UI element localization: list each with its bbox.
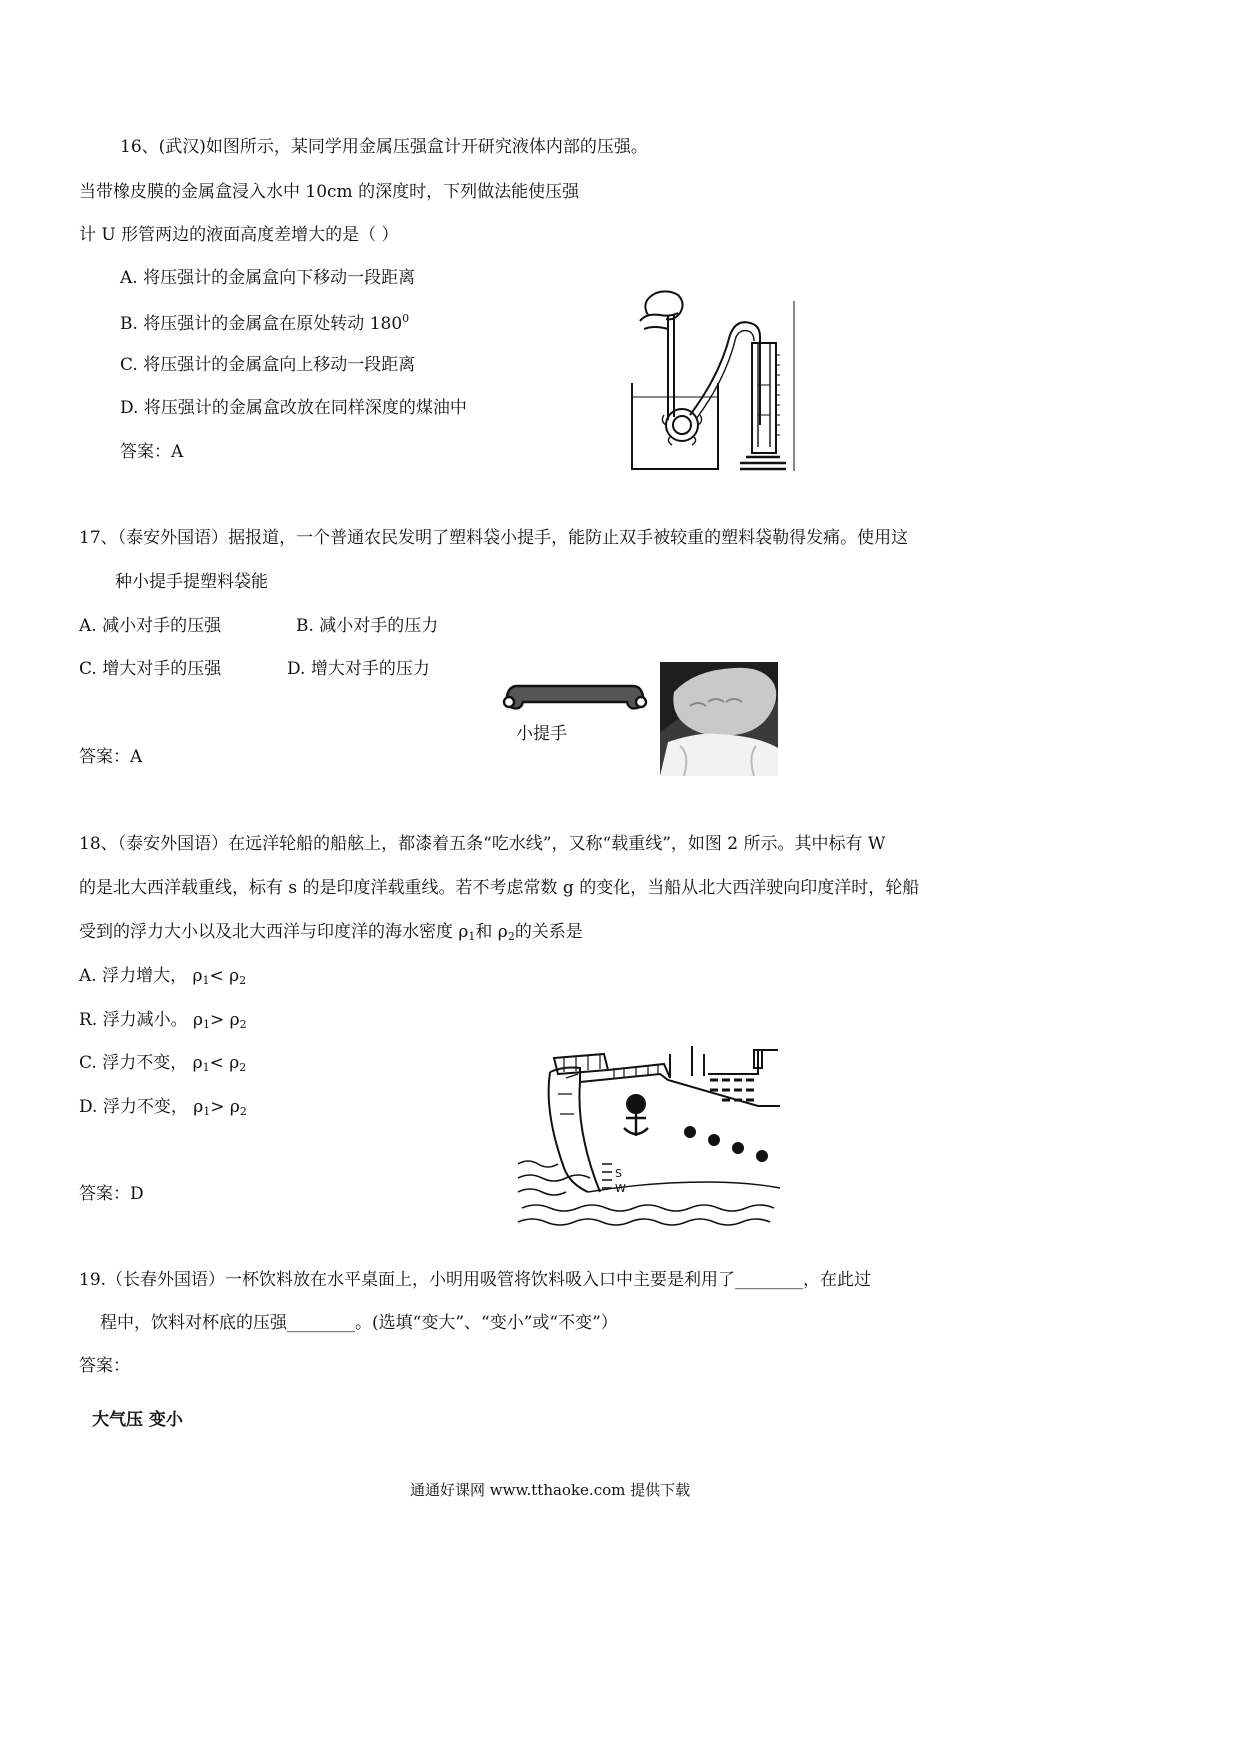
q18-option-d: D. 浮力不变， $\rho_1> \rho_2$	[79, 1097, 247, 1118]
q19-answer-label: 答案：	[79, 1356, 130, 1376]
handle-label: 小提手	[516, 724, 567, 744]
q18-option-c: C. 浮力不变， $\rho_1< \rho_2$	[79, 1053, 247, 1074]
q16-answer: 答案：A	[120, 442, 184, 462]
q18-answer: 答案：D	[79, 1184, 144, 1204]
q17-answer: 答案：A	[79, 747, 143, 767]
ship-mark-s: S	[615, 1167, 622, 1180]
q16-option-b: B. 将压强计的金属盒在原处转动 $180^0$	[120, 312, 410, 334]
q18-stem-line1: 18、（泰安外国语）在远洋轮船的船舷上，都漆着五条“吃水线”，又称“载重线”，如图 2 所示。其中标有 W	[79, 834, 886, 854]
q19-answer-text: 大气压 变小	[92, 1410, 183, 1430]
q18-option-a: A. 浮力增大， $\rho_1< \rho_2$	[79, 966, 247, 987]
q17-option-d: D. 增大对手的压力	[287, 659, 430, 679]
q16-stem-line2: 当带橡皮膜的金属盒浸入水中 10cm 的深度时，下列做法能使压强	[79, 182, 580, 202]
plastic-bag-handle-figure	[495, 672, 655, 717]
q16-stem-line1: 16、(武汉)如图所示，某同学用金属压强盒计开研究液体内部的压强。	[120, 137, 648, 157]
q19-stem-line2: 程中，饮料对杯底的压强________。(选填“变大”、“变小”或“不变”）	[100, 1313, 618, 1333]
q17-stem-line2: 种小提手提塑料袋能	[115, 572, 268, 592]
q17-option-b: B. 减小对手的压力	[296, 616, 439, 636]
hand-holding-bag-photo	[660, 662, 778, 776]
q17-option-a: A. 减小对手的压强	[79, 616, 222, 636]
q16-option-a: A. 将压强计的金属盒向下移动一段距离	[120, 268, 416, 288]
q16-option-d: D. 将压强计的金属盒改放在同样深度的煤油中	[120, 398, 467, 418]
pressure-gauge-figure	[630, 285, 800, 475]
q17-option-c: C. 增大对手的压强	[79, 659, 222, 679]
q18-stem-line3: 受到的浮力大小以及北大西洋与印度洋的海水密度 $\rho_1$和 $\rho_2$的关系是	[79, 922, 583, 943]
q18-option-b: R. 浮力减小。 $\rho_1> \rho_2$	[79, 1010, 247, 1031]
q18-stem-line2: 的是北大西洋载重线，标有 s 的是印度洋载重线。若不考虑常数 g 的变化，当船从北大西洋驶向印度洋时，轮船	[79, 878, 920, 898]
ship-load-line-figure	[518, 1044, 780, 1226]
ship-mark-w: W	[615, 1182, 626, 1195]
q19-stem-line1: 19.（长春外国语）一杯饮料放在水平桌面上，小明用吸管将饮料吸入口中主要是利用了________，在此过	[79, 1270, 872, 1290]
q17-stem-line1: 17、（泰安外国语）据报道，一个普通农民发明了塑料袋小提手，能防止双手被较重的塑料袋勒得发痛。使用这	[79, 528, 909, 548]
footer-source: 通通好课网 www.tthaoke.com 提供下载	[410, 1481, 691, 1499]
q16-stem-line3: 计 U 形管两边的液面高度差增大的是（ ）	[79, 225, 399, 245]
q16-option-c: C. 将压强计的金属盒向上移动一段距离	[120, 355, 416, 375]
